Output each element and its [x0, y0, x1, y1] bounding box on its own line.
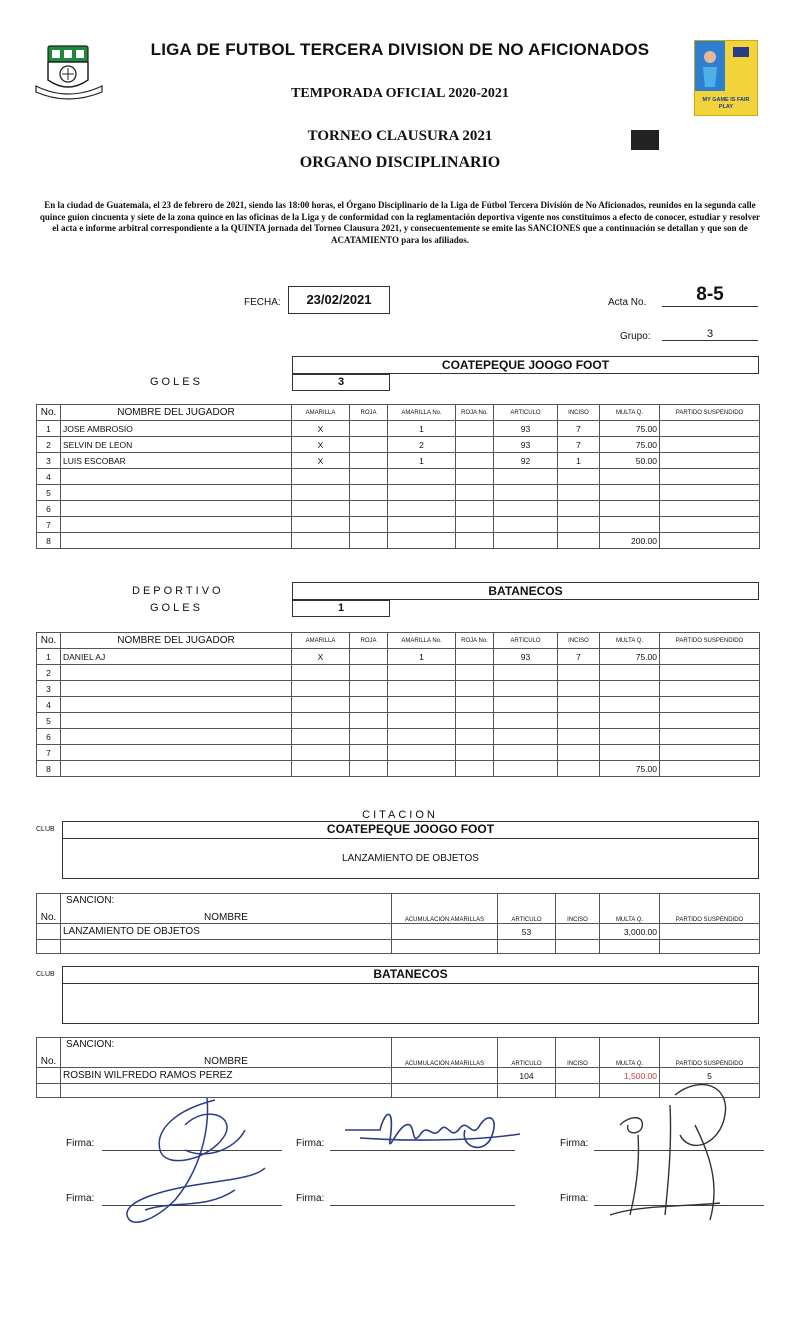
cell-multa: [600, 681, 660, 697]
cell-articulo: [494, 681, 558, 697]
firma-label-6: Firma:: [560, 1193, 589, 1204]
cell-suspendido: [660, 501, 760, 517]
cell-articulo: [494, 729, 558, 745]
cell-roja: [350, 517, 388, 533]
cell-empty: [37, 940, 61, 954]
cell-no: [37, 1068, 61, 1084]
cell-inciso: [558, 697, 600, 713]
table-row: [37, 729, 760, 745]
cell-no: 1: [37, 421, 61, 437]
cell-articulo: [494, 713, 558, 729]
cell-amarilla: X: [292, 437, 350, 453]
badge-text: MY GAME IS FAIR PLAY: [702, 97, 750, 110]
cell-empty: [556, 940, 600, 954]
cell-no: 4: [37, 469, 61, 485]
cell-inciso: [558, 681, 600, 697]
cell-multa: 50.00: [600, 453, 660, 469]
team2-label: DEPORTIVO: [132, 585, 224, 597]
cell-empty: [37, 1084, 61, 1098]
fecha-label: FECHA:: [244, 297, 281, 308]
cell-nombre: [61, 729, 292, 745]
table-row: [37, 469, 760, 485]
cell-articulo: [494, 665, 558, 681]
cell-roja_no: [456, 745, 494, 761]
team1-name: COATEPEQUE JOOGO FOOT: [292, 356, 759, 374]
cell-inciso: [558, 665, 600, 681]
table-row: [37, 501, 760, 517]
club1-box: [62, 821, 759, 879]
column-header: PARTIDO SUSPENDIDO: [660, 894, 760, 924]
body-title: ORGANO DISCIPLINARIO: [299, 154, 501, 171]
cell-nombre: SELVIN DE LEON: [61, 437, 292, 453]
cell-suspendido: [660, 453, 760, 469]
cell-nombre: [61, 713, 292, 729]
club1-name: COATEPEQUE JOOGO FOOT: [63, 822, 758, 839]
cell-nombre: [61, 501, 292, 517]
cell-empty: [392, 940, 498, 954]
cell-empty: [600, 940, 660, 954]
cell-amarilla: [292, 697, 350, 713]
column-header: NOMBRE DEL JUGADOR: [61, 633, 292, 649]
club2-label: CLUB: [36, 971, 55, 978]
cell-amarilla: [292, 713, 350, 729]
cell-acumulacion: [392, 1068, 498, 1084]
cell-roja_no: [456, 421, 494, 437]
cell-amarilla_no: [388, 697, 456, 713]
signature-3: [600, 1065, 760, 1225]
cell-inciso: 7: [558, 421, 600, 437]
cell-suspendido: [660, 761, 760, 777]
league-logo: [34, 42, 104, 104]
column-header: ARTICULO: [498, 894, 556, 924]
cell-roja_no: [456, 533, 494, 549]
cell-empty: [61, 940, 392, 954]
cell-articulo: [494, 761, 558, 777]
cell-articulo: 93: [494, 437, 558, 453]
cell-suspendido: [660, 713, 760, 729]
cell-multa: 75.00: [600, 761, 660, 777]
column-header: NOMBRE: [61, 1038, 392, 1068]
club2-box: [62, 966, 759, 1024]
column-header: PARTIDO SUSPENDIDO: [660, 1038, 760, 1068]
column-header: No.: [37, 633, 61, 649]
table-row: [37, 533, 760, 549]
cell-articulo: [494, 697, 558, 713]
cell-no: 3: [37, 681, 61, 697]
club1-description: LANZAMIENTO DE OBJETOS: [342, 853, 479, 864]
table-row: [37, 924, 760, 940]
cell-no: 2: [37, 665, 61, 681]
cell-nombre: ROSBIN WILFREDO RAMOS PEREZ: [61, 1068, 392, 1084]
cell-empty: [498, 940, 556, 954]
cell-nombre: [61, 469, 292, 485]
sancion2-label: SANCION:: [66, 1039, 115, 1050]
cell-multa: 3,000.00: [600, 924, 660, 940]
cell-nombre: [61, 533, 292, 549]
cell-roja_no: [456, 729, 494, 745]
stamp-mark: [631, 130, 659, 150]
table-row: [37, 437, 760, 453]
cell-inciso: [558, 729, 600, 745]
cell-amarilla: [292, 665, 350, 681]
intro-paragraph: En la ciudad de Guatemala, el 23 de febrero de 2021, siendo las 18:00 horas, el Órgano Disciplinario de la Liga de Fútbol Tercera División de No Aficionados, reunidos en la segunda calle quince guion cincuenta y siete de la zona quince en las oficinas de la Liga y de conformidad con la reglamentación deportiva vigente nos constituimos a efecto de conocer, estudiar y resolver el acta e informe arbitral correspondiente a la QUINTA jornada del Torneo Clausura 2021, y consecuentemente se emite las SANCIONES que a continuación se detallan y que son de ACATAMIENTO para los afiliados.: [39, 200, 761, 245]
cell-amarilla_no: 1: [388, 421, 456, 437]
column-header: ARTICULO: [494, 633, 558, 649]
team1-goles-value: 3: [292, 374, 390, 391]
cell-roja: [350, 453, 388, 469]
column-header: INCISO: [558, 633, 600, 649]
cell-multa: [600, 517, 660, 533]
table-row: [37, 421, 760, 437]
cell-inciso: [556, 1068, 600, 1084]
column-header: NOMBRE DEL JUGADOR: [61, 405, 292, 421]
signature-1: [115, 1090, 285, 1240]
cell-roja: [350, 713, 388, 729]
cell-amarilla_no: 2: [388, 437, 456, 453]
cell-roja_no: [456, 649, 494, 665]
cell-roja: [350, 649, 388, 665]
acta-value: 8-5: [662, 284, 758, 307]
firma-label-5: Firma:: [296, 1193, 325, 1204]
cell-multa: 75.00: [600, 649, 660, 665]
firma-label-4: Firma:: [66, 1193, 95, 1204]
column-header: No.: [37, 405, 61, 421]
cell-amarilla: [292, 517, 350, 533]
cell-roja: [350, 469, 388, 485]
cell-roja: [350, 533, 388, 549]
cell-suspendido: 5: [660, 1068, 760, 1084]
cell-inciso: [558, 469, 600, 485]
cell-no: 5: [37, 713, 61, 729]
cell-roja: [350, 485, 388, 501]
cell-nombre: [61, 761, 292, 777]
cell-amarilla_no: [388, 501, 456, 517]
cell-roja: [350, 437, 388, 453]
cell-nombre: [61, 485, 292, 501]
column-header: INCISO: [556, 894, 600, 924]
cell-amarilla_no: [388, 761, 456, 777]
firma-line-5: [330, 1205, 515, 1206]
table-header-row: [37, 1038, 760, 1068]
cell-articulo: [494, 485, 558, 501]
cell-inciso: 1: [558, 453, 600, 469]
cell-roja_no: [456, 501, 494, 517]
cell-amarilla_no: [388, 713, 456, 729]
cell-articulo: 53: [498, 924, 556, 940]
cell-multa: [600, 729, 660, 745]
cell-roja: [350, 761, 388, 777]
table-row: [37, 649, 760, 665]
column-header: INCISO: [558, 405, 600, 421]
fecha-value: 23/02/2021: [288, 286, 390, 314]
cell-amarilla_no: [388, 681, 456, 697]
cell-multa: [600, 713, 660, 729]
signature-2: [340, 1100, 530, 1160]
cell-suspendido: [660, 649, 760, 665]
table-row: [37, 940, 760, 954]
cell-suspendido: [660, 924, 760, 940]
cell-inciso: [558, 745, 600, 761]
column-header: ROJA: [350, 405, 388, 421]
cell-roja_no: [456, 681, 494, 697]
club1-label: CLUB: [36, 826, 55, 833]
cell-no: 4: [37, 697, 61, 713]
cell-articulo: 93: [494, 649, 558, 665]
team2-name: BATANECOS: [292, 582, 759, 600]
column-header: AMARILLA No.: [388, 633, 456, 649]
column-header: PARTIDO SUSPENDIDO: [660, 405, 760, 421]
column-header: ARTICULO: [498, 1038, 556, 1068]
cell-no: [37, 924, 61, 940]
season-title: TEMPORADA OFICIAL 2020-2021: [291, 86, 509, 101]
cell-roja_no: [456, 697, 494, 713]
cell-no: 7: [37, 745, 61, 761]
cell-multa: [600, 469, 660, 485]
cell-suspendido: [660, 729, 760, 745]
cell-roja_no: [456, 665, 494, 681]
cell-acumulacion: [392, 924, 498, 940]
column-header: ROJA: [350, 633, 388, 649]
cell-no: 1: [37, 649, 61, 665]
cell-suspendido: [660, 533, 760, 549]
cell-suspendido: [660, 469, 760, 485]
cell-no: 3: [37, 453, 61, 469]
cell-articulo: 93: [494, 421, 558, 437]
tournament-title: TORNEO CLAUSURA 2021: [307, 128, 493, 144]
cell-amarilla: [292, 761, 350, 777]
cell-suspendido: [660, 437, 760, 453]
table-header-row: [37, 633, 760, 649]
cell-inciso: 7: [558, 649, 600, 665]
grupo-value: 3: [662, 328, 758, 341]
cell-amarilla_no: [388, 517, 456, 533]
cell-amarilla: [292, 745, 350, 761]
cell-inciso: 7: [558, 437, 600, 453]
team2-goles-value: 1: [292, 600, 390, 617]
cell-amarilla: [292, 485, 350, 501]
cell-amarilla_no: 1: [388, 453, 456, 469]
column-header: NOMBRE: [61, 894, 392, 924]
column-header: ACUMULACION AMARILLAS: [392, 1038, 498, 1068]
cell-articulo: [494, 533, 558, 549]
cell-amarilla: X: [292, 453, 350, 469]
cell-nombre: [61, 745, 292, 761]
table-row: [37, 713, 760, 729]
column-header: MULTA Q.: [600, 405, 660, 421]
cell-empty: [556, 1084, 600, 1098]
cell-nombre: LUIS ESCOBAR: [61, 453, 292, 469]
cell-roja_no: [456, 517, 494, 533]
cell-roja: [350, 697, 388, 713]
cell-no: 8: [37, 533, 61, 549]
column-header: AMARILLA: [292, 405, 350, 421]
table-row: [37, 665, 760, 681]
cell-inciso: [556, 924, 600, 940]
cell-empty: [498, 1084, 556, 1098]
cell-multa: [600, 485, 660, 501]
cell-inciso: [558, 713, 600, 729]
cell-no: 7: [37, 517, 61, 533]
column-header: ACUMULACION AMARILLAS: [392, 894, 498, 924]
cell-multa: [600, 665, 660, 681]
cell-suspendido: [660, 485, 760, 501]
cell-inciso: [558, 533, 600, 549]
column-header: AMARILLA: [292, 633, 350, 649]
column-header: MULTA Q.: [600, 894, 660, 924]
cell-amarilla_no: [388, 665, 456, 681]
column-header: No.: [37, 1038, 61, 1068]
cell-amarilla: X: [292, 421, 350, 437]
citacion-club1-table: [36, 893, 760, 954]
cell-inciso: [558, 761, 600, 777]
table-row: [37, 761, 760, 777]
table-row: [37, 697, 760, 713]
cell-roja_no: [456, 453, 494, 469]
cell-nombre: [61, 697, 292, 713]
cell-roja: [350, 681, 388, 697]
cell-suspendido: [660, 665, 760, 681]
team2-sanctions-table: [36, 632, 760, 777]
table-row: [37, 485, 760, 501]
cell-multa: [600, 745, 660, 761]
cell-nombre: [61, 665, 292, 681]
cell-suspendido: [660, 421, 760, 437]
cell-multa: 200.00: [600, 533, 660, 549]
column-header: MULTA Q.: [600, 633, 660, 649]
sancion1-label: SANCION:: [66, 895, 115, 906]
firma-label-1: Firma:: [66, 1138, 95, 1149]
acta-label: Acta No.: [608, 297, 647, 308]
cell-multa: 1,500.00: [600, 1068, 660, 1084]
cell-roja: [350, 665, 388, 681]
cell-no: 6: [37, 501, 61, 517]
cell-amarilla: X: [292, 649, 350, 665]
cell-amarilla: [292, 501, 350, 517]
cell-articulo: [494, 517, 558, 533]
cell-articulo: 92: [494, 453, 558, 469]
cell-amarilla: [292, 533, 350, 549]
cell-inciso: [558, 485, 600, 501]
cell-multa: [600, 697, 660, 713]
cell-roja_no: [456, 485, 494, 501]
team1-goles-label: GOLES: [150, 376, 203, 388]
column-header: AMARILLA No.: [388, 405, 456, 421]
column-header: MULTA Q.: [600, 1038, 660, 1068]
cell-multa: 75.00: [600, 437, 660, 453]
table-row: [37, 745, 760, 761]
cell-roja_no: [456, 713, 494, 729]
cell-articulo: [494, 469, 558, 485]
table-row: [37, 681, 760, 697]
cell-empty: [392, 1084, 498, 1098]
cell-no: 5: [37, 485, 61, 501]
cell-roja_no: [456, 437, 494, 453]
cell-nombre: DANIEL AJ: [61, 649, 292, 665]
cell-roja: [350, 729, 388, 745]
club2-name: BATANECOS: [63, 967, 758, 984]
cell-nombre: [61, 517, 292, 533]
cell-amarilla_no: [388, 729, 456, 745]
team2-goles-label: GOLES: [150, 602, 203, 614]
column-header: ROJA No.: [456, 633, 494, 649]
cell-roja_no: [456, 469, 494, 485]
cell-amarilla_no: [388, 469, 456, 485]
cell-multa: 75.00: [600, 421, 660, 437]
cell-no: 8: [37, 761, 61, 777]
cell-inciso: [558, 501, 600, 517]
cell-articulo: [494, 501, 558, 517]
cell-empty: [660, 940, 760, 954]
column-header: PARTIDO SUSPENDIDO: [660, 633, 760, 649]
cell-roja: [350, 501, 388, 517]
cell-no: 6: [37, 729, 61, 745]
cell-suspendido: [660, 745, 760, 761]
table-row: [37, 517, 760, 533]
cell-roja: [350, 745, 388, 761]
firma-label-2: Firma:: [296, 1138, 325, 1149]
cell-multa: [600, 501, 660, 517]
column-header: No.: [37, 894, 61, 924]
cell-amarilla: [292, 681, 350, 697]
cell-suspendido: [660, 681, 760, 697]
team1-sanctions-table: [36, 404, 760, 549]
grupo-label: Grupo:: [620, 331, 651, 342]
table-header-row: [37, 894, 760, 924]
cell-inciso: [558, 517, 600, 533]
fair-play-badge: [694, 40, 758, 116]
cell-amarilla_no: [388, 533, 456, 549]
cell-amarilla_no: [388, 745, 456, 761]
table-header-row: [37, 405, 760, 421]
cell-amarilla: [292, 469, 350, 485]
cell-nombre: JOSE AMBROSIO: [61, 421, 292, 437]
cell-amarilla: [292, 729, 350, 745]
league-title: LIGA DE FUTBOL TERCERA DIVISION DE NO AFICIONADOS: [150, 40, 650, 59]
cell-articulo: 104: [498, 1068, 556, 1084]
column-header: ARTICULO: [494, 405, 558, 421]
cell-nombre: [61, 681, 292, 697]
column-header: INCISO: [556, 1038, 600, 1068]
cell-amarilla_no: 1: [388, 649, 456, 665]
cell-suspendido: [660, 697, 760, 713]
cell-articulo: [494, 745, 558, 761]
column-header: ROJA No.: [456, 405, 494, 421]
cell-suspendido: [660, 517, 760, 533]
cell-roja_no: [456, 761, 494, 777]
cell-roja: [350, 421, 388, 437]
cell-amarilla_no: [388, 485, 456, 501]
cell-nombre: LANZAMIENTO DE OBJETOS: [61, 924, 392, 940]
citacion-title: CITACION: [362, 809, 438, 821]
cell-no: 2: [37, 437, 61, 453]
firma-label-3: Firma:: [560, 1138, 589, 1149]
table-row: [37, 453, 760, 469]
